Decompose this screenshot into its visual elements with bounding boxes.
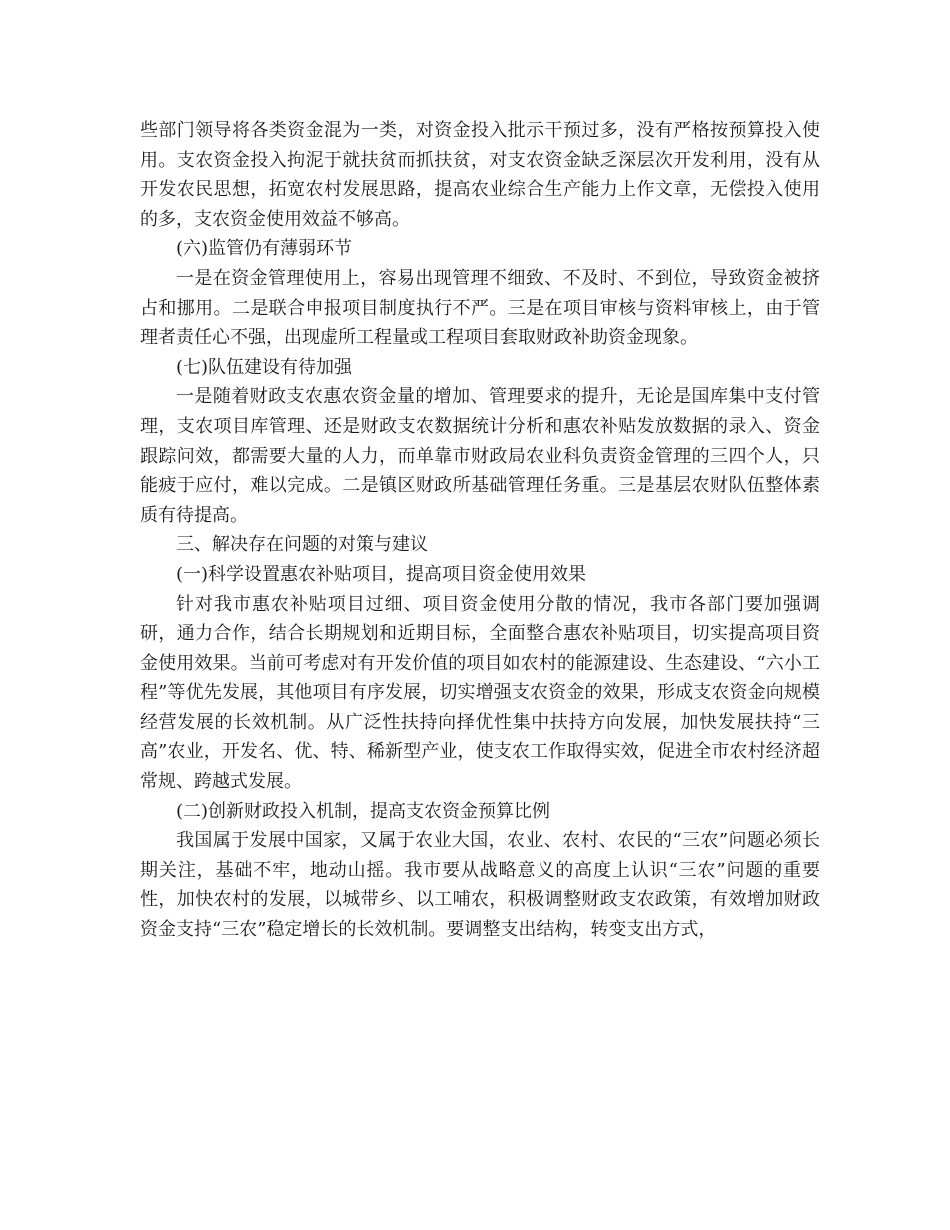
paragraph-supervision: 一是在资金管理使用上，容易出现管理不细致、不及时、不到位，导致资金被挤占和挪用。二是联合申报项目制度执行不严。三是在项目审核与资料审核上，由于管理者责任心不强，出现虚所工程量或工程项目套取财政补助资金现象。 bbox=[140, 267, 820, 349]
paragraph-investment-mechanism: 我国属于发展中国家，又属于农业大国，农业、农村、农民的“三农”问题必须长期关注，基础不牢，地动山摇。我市要从战略意义的高度上认识“三农”问题的重要性，加快农村的发展，以城带乡、以工哺农，积极调整财政支农政策，有效增加财政资金支持“三农”稳定增长的长效机制。要调整支出结构，转变支出方式， bbox=[140, 830, 820, 941]
paragraph-continuation: 些部门领导将各类资金混为一类，对资金投入批示干预过多，没有严格按预算投入使用。支农资金投入拘泥于就扶贫而抓扶贫，对支农资金缺乏深层次开发利用，没有从开发农民思想，拓宽农村发展思路，提高农业综合生产能力上作文章，无偿投入使用的多，支农资金使用效益不够高。 bbox=[140, 120, 820, 230]
paragraph-team: 一是随着财政支农惠农资金量的增加、管理要求的提升，无论是国库集中支付管理，支农项目库管理、还是财政支农数据统计分析和惠农补贴发放数据的录入、资金跟踪问效，都需要大量的人力，而单靠市财政局农业科负责资金管理的三四个人，只能疲于应付，难以完成。二是镇区财政所基础管理任务重。三是基层农财队伍整体素质有待提高。 bbox=[140, 386, 820, 526]
subsection-heading-investment-mechanism: (二)创新财政投入机制，提高支农资金预算比例 bbox=[176, 800, 551, 822]
section-heading-supervision: (六)监管仍有薄弱环节 bbox=[176, 238, 353, 260]
subsection-heading-subsidy-projects: (一)科学设置惠农补贴项目，提高项目资金使用效果 bbox=[176, 563, 587, 585]
section-heading-solutions: 三、解决存在问题的对策与建议 bbox=[176, 534, 428, 556]
paragraph-subsidy-projects: 针对我市惠农补贴项目过细、项目资金使用分散的情况，我市各部门要加强调研，通力合作，结合长期规划和近期目标，全面整合惠农补贴项目，切实提高项目资金使用效果。当前可考虑对有开发价值的项目如农村的能源建设、生态建设、“六小工程”等优先发展，其他项目有序发展，切实增强支农资金的效果，形成支农资金向规模经营发展的长效机制。从广泛性扶持向择优性集中扶持方向发展，加快发展扶持“三高”农业，开发名、优、特、稀新型产业，使支农工作取得实效，促进全市农村经济超常规、跨越式发展。 bbox=[140, 593, 820, 793]
document-page bbox=[140, 116, 820, 945]
section-heading-team: (七)队伍建设有待加强 bbox=[176, 356, 353, 378]
